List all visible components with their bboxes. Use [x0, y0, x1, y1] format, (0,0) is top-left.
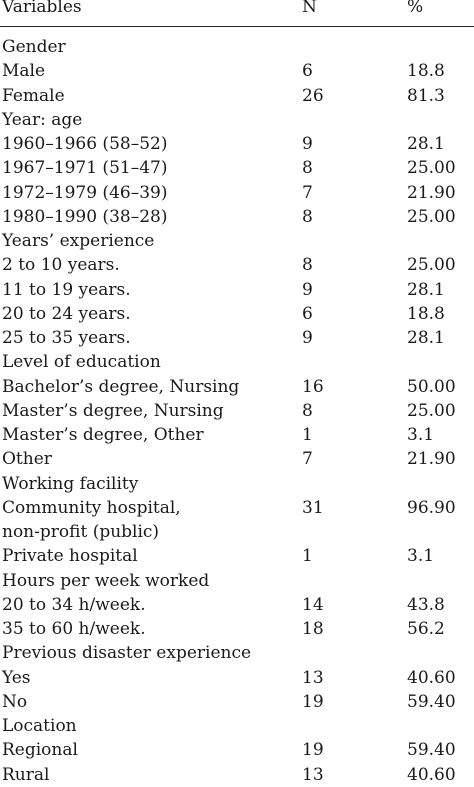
row-n: 6 — [302, 61, 313, 82]
row-percent: 43.8 — [407, 594, 445, 615]
table-header — [0, 0, 474, 27]
row-label: Community hospital, — [2, 497, 181, 518]
row-n: 8 — [302, 158, 313, 179]
row-percent: 3.1 — [407, 546, 435, 567]
table-row — [0, 375, 474, 399]
row-label: Bachelor’s degree, Nursing — [2, 376, 240, 397]
row-n: 16 — [302, 376, 324, 397]
row-percent: 28.1 — [407, 328, 445, 348]
table-body — [0, 27, 474, 787]
row-label: 20 to 24 years. — [2, 303, 131, 324]
table-row — [0, 738, 474, 762]
row-n: 26 — [302, 85, 324, 106]
row-percent: 28.1 — [407, 279, 445, 300]
row-n: 19 — [302, 691, 324, 712]
row-label: Master’s degree, Nursing — [2, 400, 224, 421]
row-label: non-profit (public) — [2, 522, 160, 542]
row-label: 1960–1966 (58–52) — [2, 134, 168, 154]
header-percent: % — [407, 0, 424, 17]
row-label: Master’s degree, Other — [2, 425, 204, 445]
row-n: 7 — [302, 182, 313, 203]
row-percent: 56.2 — [407, 619, 445, 639]
table-row — [0, 617, 474, 641]
row-percent: 21.90 — [407, 182, 456, 203]
table-row — [0, 59, 474, 83]
row-label: Female — [2, 85, 65, 106]
row-percent: 25.00 — [407, 206, 456, 227]
row-label: 2 to 10 years. — [2, 255, 120, 276]
table-row — [0, 690, 474, 714]
row-label: 1967–1971 (51–47) — [2, 158, 168, 179]
table-row — [0, 35, 474, 59]
row-percent: 21.90 — [407, 449, 456, 470]
row-n: 8 — [302, 400, 313, 421]
row-label: Level of education — [2, 352, 161, 373]
row-percent: 28.1 — [407, 134, 445, 154]
row-label: No — [2, 691, 28, 712]
row-label: Previous disaster experience — [2, 643, 252, 664]
row-percent: 3.1 — [407, 425, 435, 445]
row-label: 20 to 34 h/week. — [2, 594, 146, 615]
row-n: 19 — [302, 740, 324, 761]
row-label: Private hospital — [2, 546, 138, 567]
row-label: Hours per week worked — [2, 570, 210, 591]
table-row — [0, 544, 474, 568]
row-percent: 18.8 — [407, 61, 445, 82]
row-n: 18 — [302, 619, 324, 639]
table-row — [0, 593, 474, 617]
row-percent: 25.00 — [407, 255, 456, 276]
row-label: Male — [2, 61, 46, 82]
row-n: 13 — [302, 667, 324, 688]
table-row — [0, 423, 474, 447]
table-row — [0, 641, 474, 665]
row-label: Working facility — [2, 473, 139, 494]
row-n: 1 — [302, 425, 313, 445]
row-n: 14 — [302, 594, 324, 615]
row-n: 8 — [302, 206, 313, 227]
row-label: Rural — [2, 764, 50, 785]
table-row — [0, 472, 474, 496]
row-percent: 40.60 — [407, 764, 456, 785]
row-label: Year: age — [2, 109, 83, 130]
row-label: 11 to 19 years. — [2, 279, 131, 300]
table-row — [0, 278, 474, 302]
table-row — [0, 399, 474, 423]
row-n: 8 — [302, 255, 313, 276]
table-row — [0, 108, 474, 132]
row-percent: 96.90 — [407, 497, 456, 518]
row-n: 9 — [302, 328, 313, 348]
header-variables: Variables — [2, 0, 82, 17]
table-row — [0, 666, 474, 690]
table-row — [0, 569, 474, 593]
row-n: 9 — [302, 134, 313, 154]
row-label: Regional — [2, 740, 78, 761]
row-n: 7 — [302, 449, 313, 470]
row-n: 31 — [302, 497, 324, 518]
table-row — [0, 520, 474, 544]
table-row — [0, 496, 474, 520]
row-percent: 25.00 — [407, 158, 456, 179]
table-row — [0, 229, 474, 253]
row-percent: 25.00 — [407, 400, 456, 421]
row-percent: 81.3 — [407, 85, 445, 106]
row-percent: 59.40 — [407, 740, 456, 761]
row-label: Gender — [2, 37, 66, 57]
row-label: Yes — [2, 667, 31, 688]
table-row — [0, 253, 474, 277]
row-percent: 50.00 — [407, 376, 456, 397]
row-label: Years’ experience — [2, 231, 155, 251]
table-row — [0, 326, 474, 350]
table-row — [0, 181, 474, 205]
row-label: Location — [2, 716, 77, 736]
table-row — [0, 302, 474, 326]
row-percent: 40.60 — [407, 667, 456, 688]
row-percent: 59.40 — [407, 691, 456, 712]
row-n: 9 — [302, 279, 313, 300]
row-n: 6 — [302, 303, 313, 324]
row-label: 1972–1979 (46–39) — [2, 182, 168, 203]
header-n: N — [302, 0, 317, 17]
table-row — [0, 447, 474, 471]
row-n: 13 — [302, 764, 324, 785]
table-row — [0, 156, 474, 180]
table-row — [0, 132, 474, 156]
table-row — [0, 714, 474, 738]
row-label: Other — [2, 449, 52, 470]
table-row — [0, 205, 474, 229]
table-row — [0, 84, 474, 108]
row-label: 35 to 60 h/week. — [2, 619, 146, 639]
row-label: 1980–1990 (38–28) — [2, 206, 168, 227]
row-label: 25 to 35 years. — [2, 328, 131, 348]
row-percent: 18.8 — [407, 303, 445, 324]
row-n: 1 — [302, 546, 313, 567]
table-row — [0, 350, 474, 374]
